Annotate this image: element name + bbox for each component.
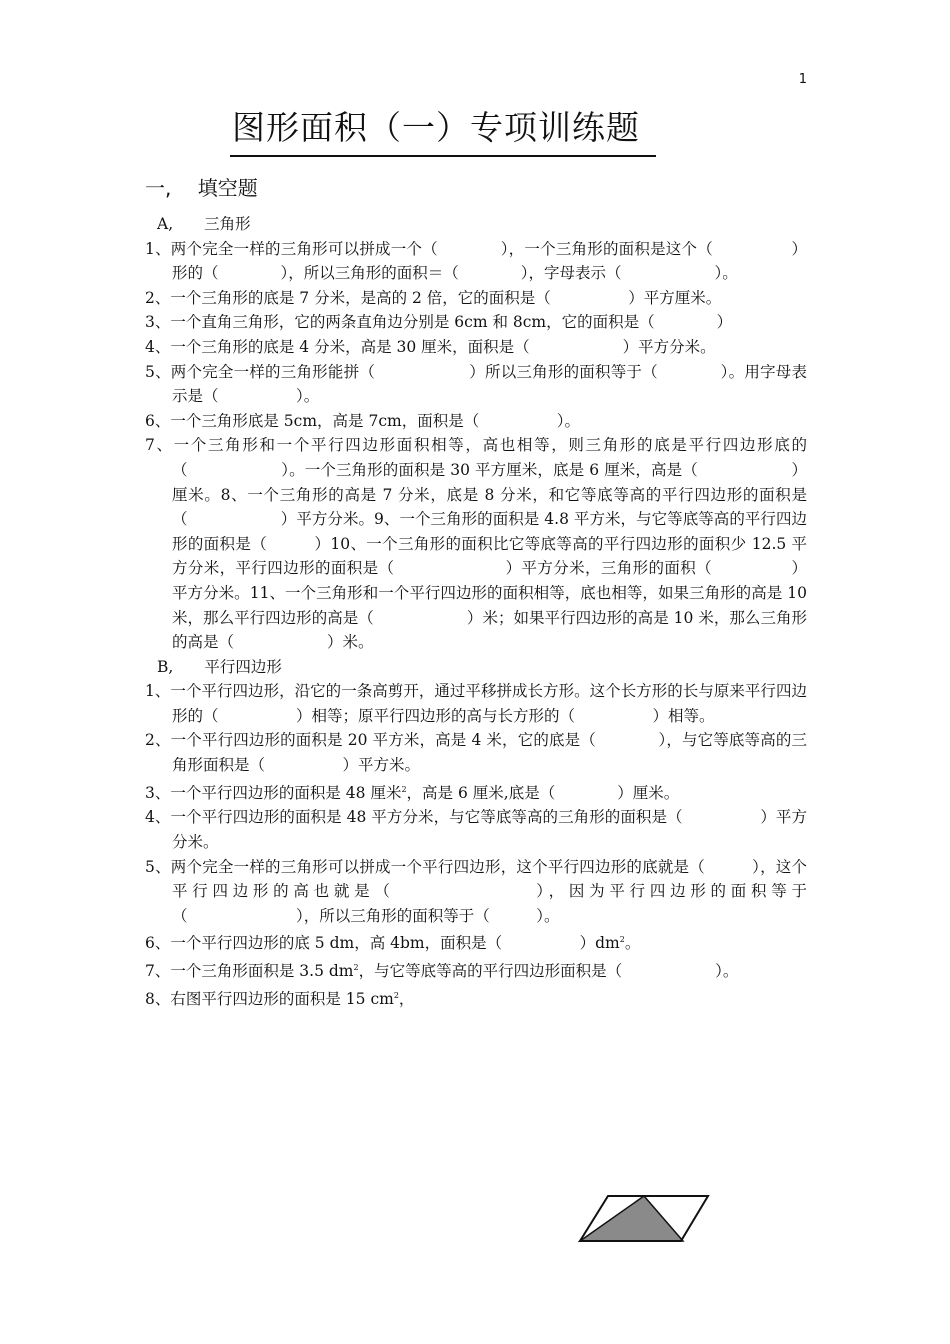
page-title: 图形面积（一）专项训练题 bbox=[232, 108, 640, 147]
parallelogram-figure bbox=[578, 1194, 710, 1244]
question-b6 bbox=[145, 928, 807, 956]
part-b-heading: B, 平行四边形 bbox=[157, 657, 282, 676]
question-b8-text: 8、右图平行四边形的面积是 15 cm bbox=[145, 990, 394, 1009]
page-number: 1 bbox=[798, 72, 807, 87]
question-b3 bbox=[145, 778, 807, 806]
question-b1: 1、一个平行四边形，沿它的一条高剪开，通过平移拼成长方形。这个长方形的长与原来平行四边形的（ ）相等；原平行四边形的高与长方形的（ ）相等。 bbox=[145, 682, 807, 725]
question-a6: 6、一个三角形底是 5cm，高是 7cm，面积是（ ）。 bbox=[145, 411, 580, 430]
question-b3-text-end: ，高是 6 厘米,底是（ ）厘米。 bbox=[406, 783, 680, 802]
superscript: 2 bbox=[353, 963, 359, 973]
question-b8-text-end: ， bbox=[398, 990, 415, 1009]
question-b4: 4、一个平行四边形的面积是 48 平方分米，与它等底等高的三角形的面积是（ ）平方分米。 bbox=[145, 808, 807, 851]
question-b5: 5、两个完全一样的三角形可以拼成一个平行四边形，这个平行四边形的底就是（ ），这个平行四边形的高也就是（ ），因为平行四边形的面积等于（ ），所以三角形的面积等于（ ）。 bbox=[145, 857, 807, 925]
question-b2: 2、一个平行四边形的面积是 20 平方米，高是 4 米，它的底是（ ），与它等底等高的三角形面积是（ ）平方米。 bbox=[145, 731, 807, 775]
section-heading: 一, 填空题 bbox=[145, 176, 258, 200]
part-a-heading: A, 三角形 bbox=[157, 215, 251, 233]
exercise-body bbox=[145, 212, 807, 1012]
question-a5: 5、两个完全一样的三角形能拼（ ）所以三角形的面积等于（ ）。用字母表示是（ ）。 bbox=[145, 362, 807, 406]
question-b6-text-end: 。 bbox=[624, 934, 641, 953]
question-b8 bbox=[145, 984, 807, 1012]
question-a2: 2、一个三角形的底是 7 分米，是高的 2 倍，它的面积是（ ）平方厘米。 bbox=[145, 288, 722, 307]
question-a4: 4、一个三角形的底是 4 分米，高是 30 厘米，面积是（ ）平方分米。 bbox=[145, 337, 716, 356]
question-a3: 3、一个直角三角形，它的两条直角边分别是 6cm 和 8cm，它的面积是（ ） bbox=[145, 313, 733, 332]
title-underline bbox=[230, 155, 656, 157]
question-b7 bbox=[145, 956, 807, 984]
question-b6-text: 6、一个平行四边形的底 5 dm，高 4bm，面积是（ ）dm bbox=[145, 934, 620, 953]
question-a7-11: 7、一个三角形和一个平行四边形面积相等，高也相等，则三角形的底是平行四边形底的（ ）。一个三角形的面积是 30 平方厘米，底是 6 厘米，高是（ ）厘米。8、一个三角形的高是 7 分米，底是 8 分米，和它等底等高的平行四边形的面积是（ ）平方分米。9、一个三角形的面积是 4.8 平方米，与它等底等高的平行四边形的面积是（ ）10、一个三角形的面积比它等底等高的平行四边形的面积少 12.5 平方分米，平行四边形的面积是（ ）平方分米，三角形的面积（ ）平方分米。11、一个三角形和一个平行四边形的面积相等，底也相等，如果三角形的高是 10 米，那么平行四边形的高是（ ）米；如果平行四边形的高是 10 米，那么三角形的高是（ ）米。 bbox=[145, 436, 807, 652]
superscript: 2 bbox=[393, 990, 399, 1000]
question-b7-text-end: ，与它等底等高的平行四边形面积是（ ）。 bbox=[358, 962, 739, 981]
superscript: 2 bbox=[401, 784, 407, 794]
question-b7-text: 7、一个三角形面积是 3.5 dm bbox=[145, 962, 354, 981]
question-b3-text: 3、一个平行四边形的面积是 48 厘米 bbox=[145, 783, 402, 802]
shaded-triangle bbox=[580, 1196, 683, 1241]
superscript: 2 bbox=[619, 935, 625, 945]
question-a1: 1、两个完全一样的三角形可以拼成一个（ ），一个三角形的面积是这个（ ）形的（ ），所以三角形的面积＝（ ），字母表示（ ）。 bbox=[145, 239, 807, 283]
